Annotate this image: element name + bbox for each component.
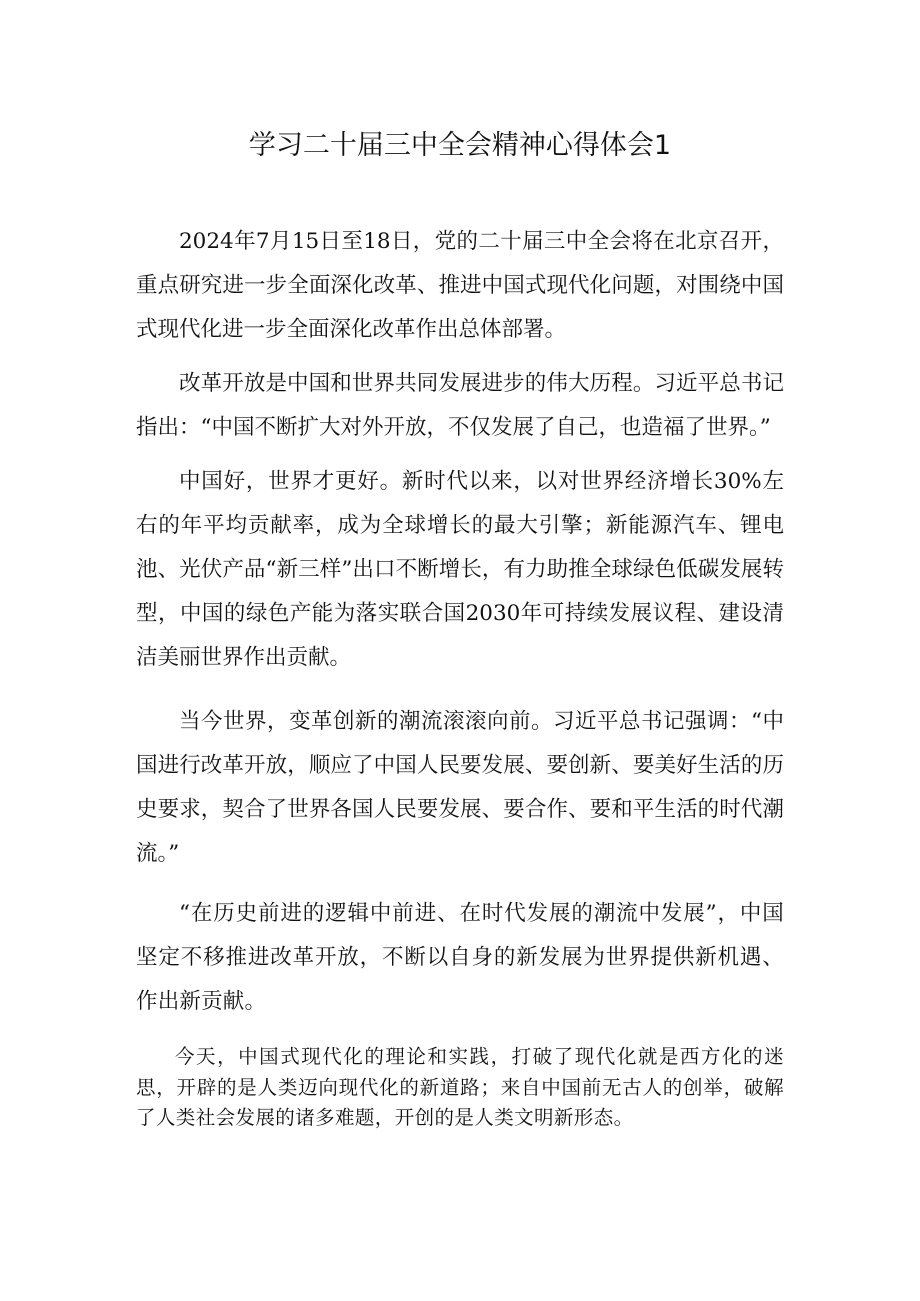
paragraph-1: 2024年7月15日至18日，党的二十届三中全会将在北京召开，重点研究进一步全面深化改革、推进中国式现代化问题，对围绕中国式现代化进一步全面深化改革作出总体部署。 — [136, 229, 784, 342]
paragraph-4: 当今世界，变革创新的潮流滚滚向前。习近平总书记强调：“中国进行改革开放，顺应了中国人民要发展、要创新、要美好生活的历史要求，契合了世界各国人民要发展、要合作、要和平生活的时代潮流。” — [136, 709, 784, 866]
paragraph-6: 今天，中国式现代化的理论和实践，打破了现代化就是西方化的迷思，开辟的是人类迈向现代化的新道路；来自中国前无古人的创举，破解了人类社会发展的诸多难题，开创的是人类文明新形态。 — [136, 1045, 784, 1129]
paragraph-3: 中国好，世界才更好。新时代以来，以对世界经济增长30%左右的年平均贡献率，成为全球增长的最大引擎；新能源汽车、锂电池、光伏产品“新三样”出口不断增长，有力助推全球绿色低碳发展转型，中国的绿色产能为落实联合国2030年可持续发展议程、建设清洁美丽世界作出贡献。 — [136, 469, 784, 670]
paragraph-2: 改革开放是中国和世界共同发展进步的伟大历程。习近平总书记指出：“中国不断扩大对外开放，不仅发展了自己，也造福了世界。” — [136, 371, 784, 440]
document-title: 学习二十届三中全会精神心得体会1 — [248, 130, 672, 161]
paragraph-5: “在历史前进的逻辑中前进、在时代发展的潮流中发展”，中国坚定不移推进改革开放，不断以自身的新发展为世界提供新机遇、作出新贡献。 — [136, 901, 784, 1014]
